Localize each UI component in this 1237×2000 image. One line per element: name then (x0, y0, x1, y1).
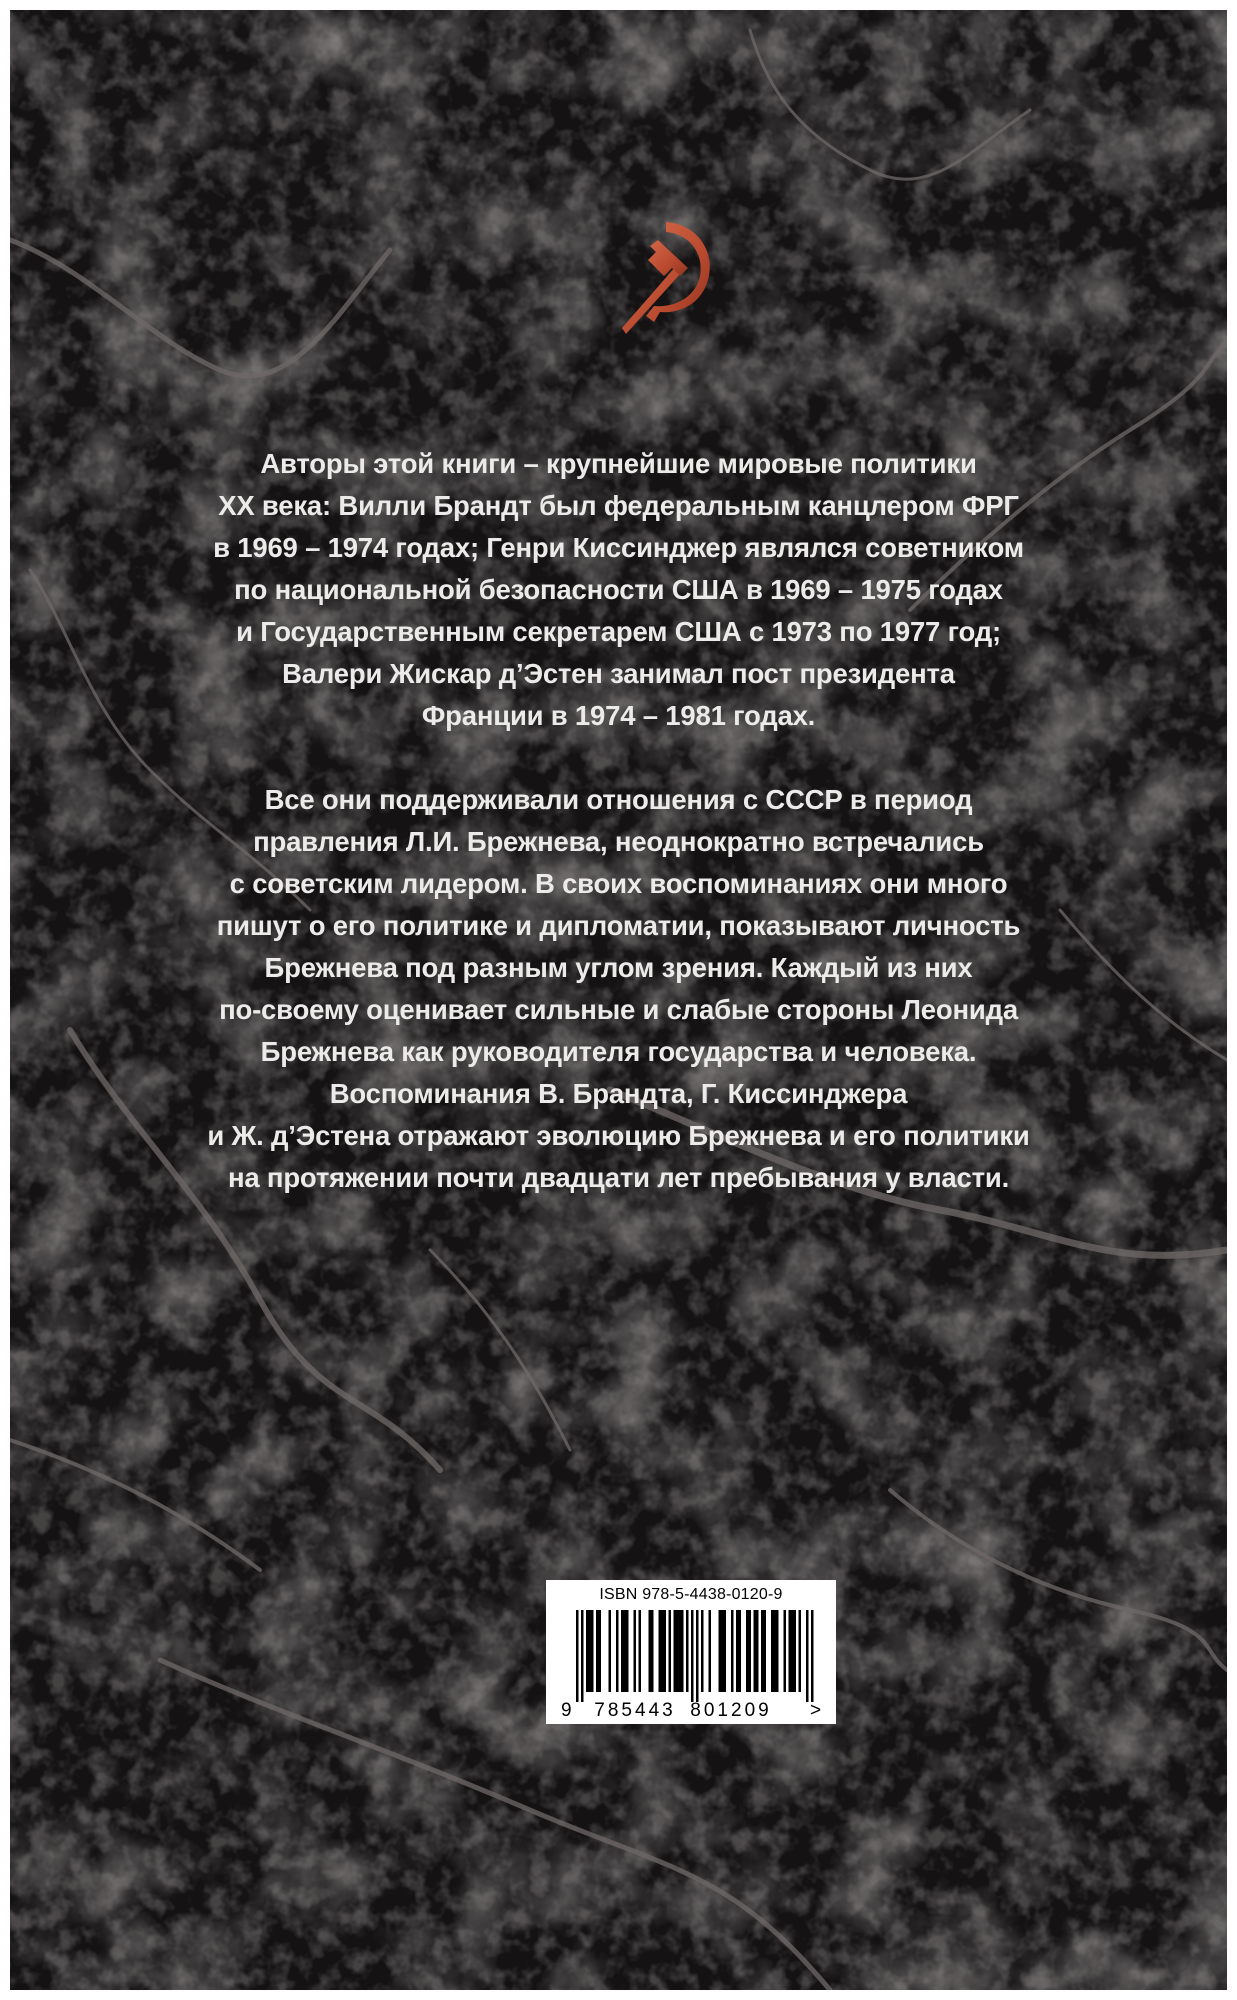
barcode-bar (709, 1610, 712, 1692)
barcode-bar (661, 1610, 664, 1692)
description-line: с советским лидером. В своих воспоминаниях они много (229, 868, 1008, 899)
barcode-bar (634, 1610, 637, 1692)
barcode-bar (696, 1610, 699, 1702)
description-line: XX века: Вилли Брандт был федеральным канцлером ФРГ (218, 490, 1019, 521)
barcode-bar (739, 1610, 742, 1692)
isbn-barcode-box (546, 1580, 836, 1724)
barcode-bar (724, 1610, 727, 1692)
description-line: по национальной безопасности США в 1969 – 1975 годах (234, 574, 1003, 605)
barcode-bar (756, 1610, 759, 1692)
barcode-bar (691, 1610, 694, 1702)
barcode (556, 1608, 826, 1720)
barcode-bar (681, 1610, 684, 1692)
description-line: и Государственным секретарем США с 1973 по 1977 год; (236, 616, 1001, 647)
barcode-bar (736, 1610, 739, 1692)
description-line: на протяжении почти двадцати лет пребывания у власти. (227, 1162, 1010, 1193)
barcode-bar (791, 1610, 794, 1692)
barcode-bar (624, 1610, 627, 1692)
description-line: по-своему оценивает сильные и слабые стороны Леонида (219, 994, 1018, 1025)
barcode-bar (639, 1610, 642, 1692)
barcode-bar (676, 1610, 679, 1692)
description-line: Брежнева под разным углом зрения. Каждый из них (264, 952, 973, 983)
barcode-bar (686, 1610, 689, 1692)
barcode-bar (776, 1610, 779, 1692)
barcode-bar (659, 1610, 662, 1692)
description-line: Франции в 1974 – 1981 годах. (421, 700, 816, 731)
barcode-bar (746, 1610, 749, 1692)
barcode-bar (719, 1610, 722, 1692)
hammer-and-sickle-icon (600, 210, 730, 340)
description-line: Валери Жискар д’Эстен занимал пост президента (282, 658, 955, 689)
barcode-bar (754, 1610, 757, 1692)
barcode-bar (721, 1610, 724, 1692)
barcode-bar (621, 1610, 624, 1692)
description-paragraph-1 (80, 443, 1157, 737)
barcode-bar (774, 1610, 777, 1692)
barcode-bar (794, 1610, 797, 1692)
isbn-label: ISBN 978-5-4438-0120-9 (599, 1586, 783, 1603)
description-line: правления Л.И. Брежнева, неоднократно встречались (253, 826, 984, 857)
barcode-right-digits: 801209 (690, 1700, 772, 1720)
barcode-bar (806, 1610, 809, 1702)
barcode-bar (599, 1610, 602, 1692)
description-line: Воспоминания В. Брандта, Г. Киссинджера (329, 1078, 908, 1109)
barcode-bar (609, 1610, 612, 1692)
barcode-first-digit: 9 (561, 1700, 572, 1720)
barcode-bar (679, 1610, 682, 1692)
barcode-bar (576, 1610, 579, 1702)
barcode-bar (664, 1610, 667, 1692)
barcode-bar (581, 1610, 584, 1702)
description-line: Все они поддерживали отношения с СССР в период (264, 784, 973, 815)
description-line: в 1969 – 1974 годах; Генри Киссинджер являлся советником (213, 532, 1024, 563)
barcode-bar (749, 1610, 752, 1692)
barcode-bar (586, 1610, 589, 1692)
barcode-bar (789, 1610, 792, 1692)
barcode-bar (764, 1610, 767, 1692)
barcode-bar (596, 1610, 599, 1692)
barcode-bar (674, 1610, 677, 1692)
barcode-bar (616, 1610, 619, 1692)
barcode-left-digits: 785443 (594, 1700, 676, 1720)
barcode-bar (771, 1610, 774, 1692)
barcode-bar (649, 1610, 652, 1692)
description-line: и Ж. д’Эстена отражают эволюцию Брежнева и его политики (207, 1120, 1030, 1151)
description-line: Брежнева как руководителя государства и человека. (260, 1036, 977, 1067)
description-paragraph-2 (80, 779, 1157, 1199)
barcode-bar (669, 1610, 672, 1692)
barcode-bar (731, 1610, 734, 1692)
barcode-bar (761, 1610, 764, 1692)
barcode-bar (811, 1610, 814, 1702)
back-cover (10, 10, 1227, 1990)
barcode-bar (626, 1610, 629, 1692)
description-line: Авторы этой книги – крупнейшие мировые политики (260, 448, 977, 479)
barcode-bar (784, 1610, 787, 1692)
barcode-bar (589, 1610, 592, 1692)
description-line: пишут о его политике и дипломатии, показывают личность (216, 910, 1021, 941)
barcode-bar (651, 1610, 654, 1692)
barcode-bar (799, 1610, 802, 1692)
barcode-end-mark: > (810, 1700, 822, 1720)
barcode-bar (701, 1610, 704, 1692)
barcode-bar (591, 1610, 594, 1692)
